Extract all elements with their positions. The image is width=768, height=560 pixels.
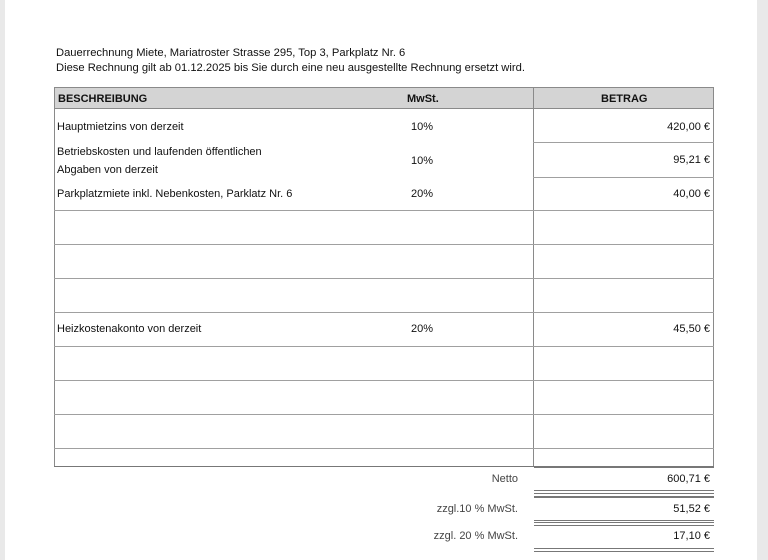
- header-description: BESCHREIBUNG: [58, 93, 148, 105]
- row-vat: 10%: [411, 121, 434, 133]
- row-description: Heizkostenakonto von derzeit: [57, 323, 202, 335]
- grid-line: [54, 244, 714, 245]
- grid-line: [54, 346, 714, 347]
- vat10-box: [534, 497, 714, 521]
- vat20-value: 17,10 €: [673, 530, 710, 542]
- grid-line: [54, 448, 714, 449]
- header-vat: MwSt.: [407, 93, 439, 105]
- row-amount: 95,21 €: [673, 154, 710, 166]
- grid-line: [54, 380, 714, 381]
- vat10-label: zzgl.10 % MwSt.: [436, 503, 518, 515]
- invoice-table: [54, 87, 715, 467]
- row-vat: 10%: [411, 155, 434, 167]
- netto-box: [534, 467, 714, 491]
- grid-line: [54, 278, 714, 279]
- header-amount: BETRAG: [601, 93, 648, 105]
- row-vat: 20%: [411, 323, 434, 335]
- vat20-label: zzgl. 20 % MwSt.: [433, 530, 518, 542]
- row-amount: 40,00 €: [673, 188, 710, 200]
- grid-line: [533, 142, 714, 143]
- row-amount: 420,00 €: [667, 121, 710, 133]
- netto-value: 600,71 €: [667, 473, 710, 485]
- invoice-validity-note: Diese Rechnung gilt ab 01.12.2025 bis Sie durch eine neu ausgestellte Rechnung ersetzt wird.: [56, 62, 525, 74]
- grid-line: [713, 87, 714, 467]
- divider: [534, 551, 714, 557]
- grid-line: [54, 312, 714, 313]
- vat20-box: [534, 525, 714, 549]
- row-description: Hauptmietzins von derzeit: [57, 121, 184, 133]
- row-vat: 20%: [411, 188, 434, 200]
- row-description: Parkplatzmiete inkl. Nebenkosten, Parklatz Nr. 6: [57, 188, 293, 200]
- grid-line: [533, 177, 714, 178]
- vat10-value: 51,52 €: [673, 503, 710, 515]
- row-amount: 45,50 €: [673, 323, 710, 335]
- grid-line: [54, 414, 714, 415]
- invoice-page: [5, 0, 757, 560]
- grid-line: [533, 87, 534, 467]
- grid-line: [54, 210, 714, 211]
- grid-line: [54, 87, 55, 467]
- netto-label: Netto: [491, 473, 518, 485]
- row-description: Betriebskosten und laufenden öffentlichen: [57, 146, 262, 158]
- table-header: [54, 87, 714, 109]
- row-description-cont: Abgaben von derzeit: [57, 164, 158, 176]
- invoice-title: Dauerrechnung Miete, Mariatroster Strasse 295, Top 3, Parkplatz Nr. 6: [56, 47, 406, 59]
